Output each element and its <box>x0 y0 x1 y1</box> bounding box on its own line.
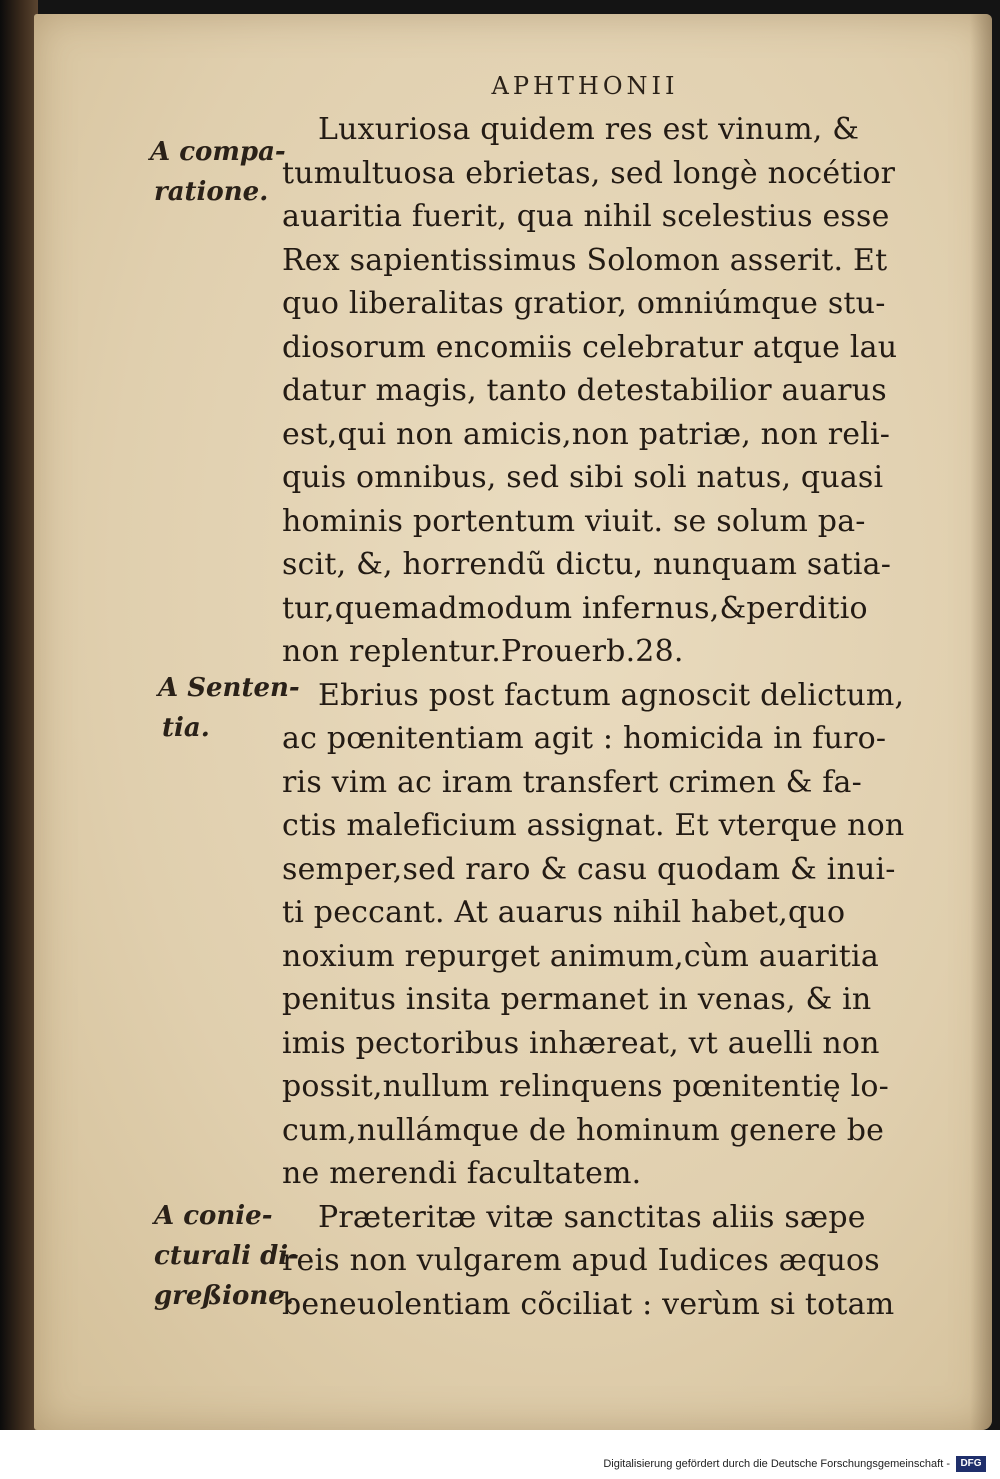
text-line: imis pectoribus inhæreat, vt auelli non <box>282 1025 880 1061</box>
text-line: noxium repurget animum,cùm auaritia <box>282 938 879 974</box>
text-line: possit,nullum relinquens pœnitentię lo- <box>282 1069 889 1104</box>
dfg-logo: DFG <box>956 1456 986 1472</box>
text-line: reis non vulgarem apud Iudices æquos <box>282 1243 880 1278</box>
text-line: tumultuosa ebrietas, sed longè nocétior <box>282 155 896 191</box>
text-line: ctis maleficium assignat. Et vterque non <box>282 808 905 843</box>
margin-note-coniecturali <box>154 1196 299 1316</box>
margin-note-line: cturali di- <box>154 1241 299 1271</box>
margin-note-sententia <box>158 668 300 748</box>
funding-credit: Digitalisierung gefördert durch die Deutsche Forschungsgemeinschaft - <box>603 1458 950 1470</box>
text-line: penitus insita permanet in venas, & in <box>282 982 872 1017</box>
margin-note-line: ratione. <box>154 177 269 207</box>
footer-bar <box>0 1430 1000 1479</box>
margin-note-comparatione <box>150 132 286 212</box>
text-line: ti peccant. At auarus nihil habet,quo <box>282 895 846 930</box>
running-title: APHTHONII <box>491 72 679 100</box>
margin-note-line: greßione. <box>154 1281 294 1311</box>
paragraph <box>282 674 942 1196</box>
text-line: beneuolentiam cõciliat : verùm si totam <box>282 1286 895 1322</box>
text-line: cum,nullámque de hominum genere be <box>282 1112 885 1148</box>
text-line: datur magis, tanto detestabilior auarus <box>282 373 887 408</box>
margin-note-line: tia. <box>162 713 210 743</box>
text-line: non replentur.Prouerb.28. <box>282 634 684 669</box>
text-line: diosorum encomiis celebratur atque lau <box>282 329 898 365</box>
text-line: Rex sapientissimus Solomon asserit. Et <box>282 242 888 278</box>
margin-note-line: A Senten- <box>158 673 300 703</box>
text-line: Præteritæ vitæ sanctitas aliis sæpe <box>318 1199 866 1235</box>
text-line: semper,sed raro & casu quodam & inui- <box>282 851 896 887</box>
text-line: Ebrius post factum agnoscit delictum, <box>318 677 905 713</box>
text-line: Luxuriosa quidem res est vinum, & <box>318 112 860 147</box>
text-line: tur,quemadmodum infernus,&perditio <box>282 590 868 626</box>
paragraph <box>282 1196 942 1327</box>
book-spine <box>0 0 38 1430</box>
text-line: est,qui non amicis,non patriæ, non reli- <box>282 416 891 452</box>
text-line: ris vim ac iram transfert crimen & fa- <box>282 764 862 800</box>
text-line: auaritia fuerit, qua nihil scelestius esse <box>282 199 890 234</box>
text-line: quo liberalitas gratior, omniúmque stu- <box>282 286 886 321</box>
margin-note-line: A conie- <box>154 1201 273 1231</box>
text-line: quis omnibus, sed sibi soli natus, quasi <box>282 460 884 495</box>
text-line: ac pœnitentiam agit : homicida in furo- <box>282 721 887 756</box>
text-line: hominis portentum viuit. se solum pa- <box>282 503 866 539</box>
paragraph <box>282 108 942 674</box>
main-text <box>282 100 942 1326</box>
page-edge-shadow <box>970 14 992 1430</box>
text-line: ne merendi facultatem. <box>282 1156 642 1191</box>
margin-note-line: A compa- <box>150 137 286 167</box>
text-line: scit, &, horrendũ dictu, nunquam satia- <box>282 547 892 582</box>
